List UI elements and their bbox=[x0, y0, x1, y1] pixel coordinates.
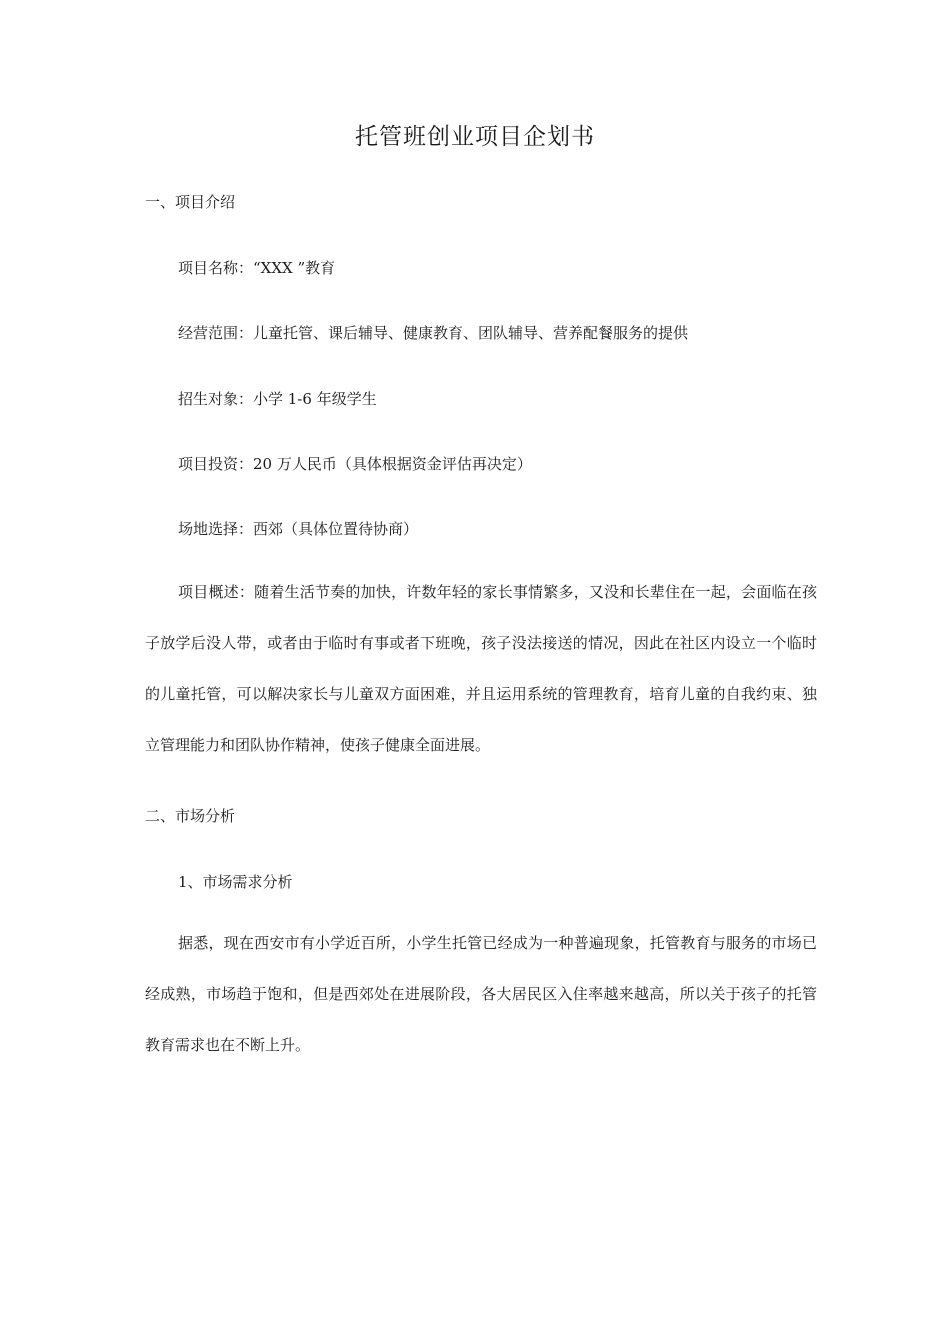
field-project-name: 项目名称：“XXX ”教育 bbox=[178, 259, 336, 277]
subheading-market-demand: 1、市场需求分析 bbox=[178, 873, 293, 891]
section-heading-project-intro: 一、项目介绍 bbox=[145, 193, 236, 211]
field-investment: 项目投资：20 万人民币（具体根据资金评估再决定） bbox=[178, 455, 532, 473]
field-business-scope: 经营范围：儿童托管、课后辅导、健康教育、团队辅导、营养配餐服务的提供 bbox=[178, 324, 689, 342]
field-venue: 场地选择：西郊（具体位置待协商） bbox=[178, 520, 419, 538]
paragraph-project-overview: 项目概述：随着生活节奏的加快，许数年轻的家长事情繁多，又没和长辈住在一起，会面临在孩子放学后没人带，或者由于临时有事或者下班晚，孩子没法接送的情况，因此在社区内设立一个临时的儿童托管，可以解决家长与儿童双方面困难，并且运用系统的管理教育，培育儿童的自我约束、独立管理能力和团队协作精神，使孩子健康全面进展。 bbox=[145, 583, 817, 754]
section-heading-market-analysis: 二、市场分析 bbox=[145, 807, 236, 825]
field-enrollment-target: 招生对象：小学 1-6 年级学生 bbox=[178, 390, 377, 408]
paragraph-market-demand: 据悉，现在西安市有小学近百所，小学生托管已经成为一种普遍现象，托管教育与服务的市场已经成熟，市场趋于饱和，但是西郊处在进展阶段，各大居民区入住率越来越高，所以关于孩子的托管教育需求也在不断上升。 bbox=[145, 934, 817, 1054]
document-title: 托管班创业项目企划书 bbox=[355, 124, 595, 150]
